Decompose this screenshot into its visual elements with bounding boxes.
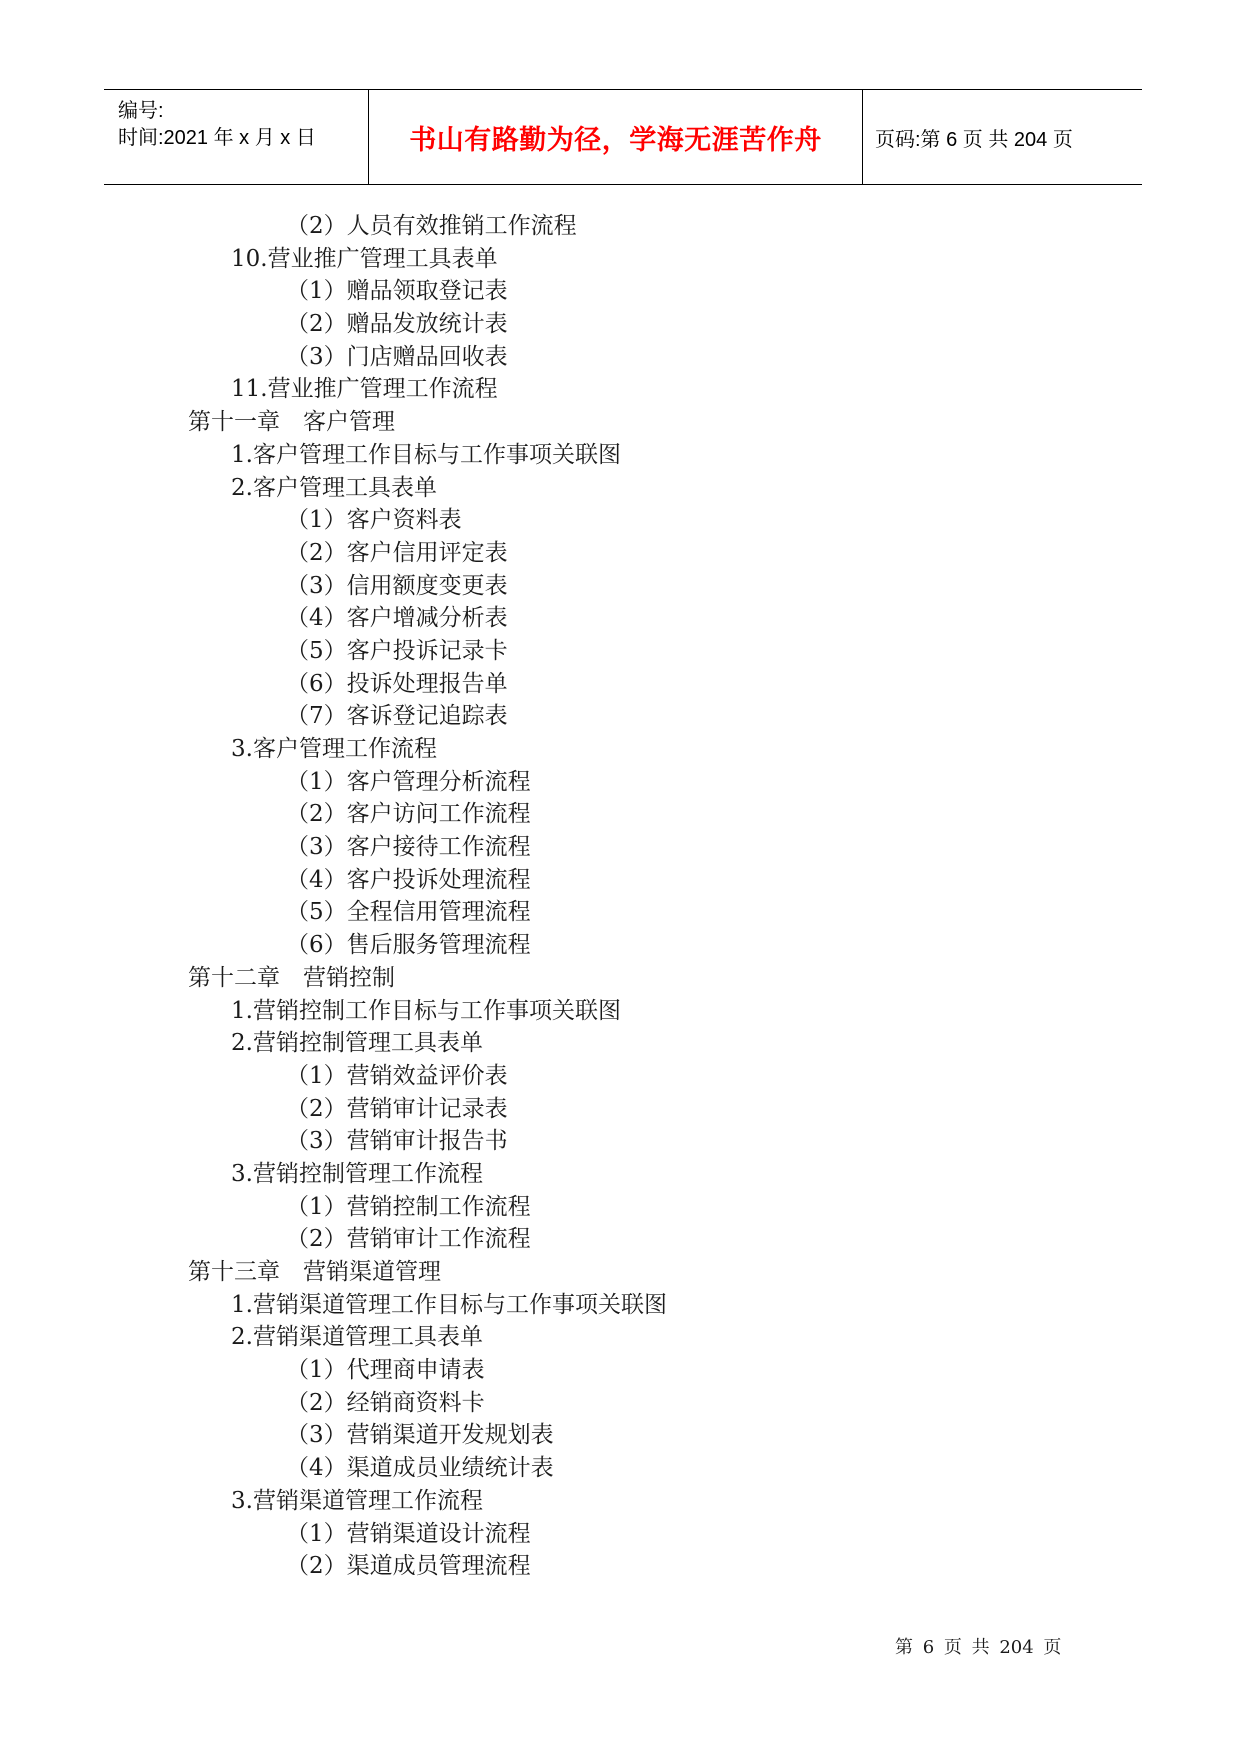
toc-item: （1）营销效益评价表 bbox=[286, 1062, 508, 1089]
toc-section: 1.客户管理工作目标与工作事项关联图 bbox=[231, 441, 621, 468]
toc-item: （1）代理商申请表 bbox=[286, 1357, 485, 1384]
toc-section: 2.营销控制管理工具表单 bbox=[231, 1030, 483, 1057]
document-time-label: 时间:2021 年 x 月 x 日 bbox=[118, 127, 316, 149]
toc-section: 2.客户管理工具表单 bbox=[231, 474, 437, 501]
toc-section: 10.营业推广管理工具表单 bbox=[231, 245, 498, 272]
toc-item: （6）投诉处理报告单 bbox=[286, 670, 508, 697]
toc-item: （7）客诉登记追踪表 bbox=[286, 703, 508, 730]
toc-chapter: 第十一章 客户管理 bbox=[188, 409, 395, 436]
toc-item: （6）售后服务管理流程 bbox=[286, 932, 531, 959]
toc-item: （2）客户信用评定表 bbox=[286, 539, 508, 566]
toc-item: （3）门店赠品回收表 bbox=[286, 343, 508, 370]
toc-chapter: 第十三章 营销渠道管理 bbox=[188, 1259, 441, 1285]
toc-item: （1）赠品领取登记表 bbox=[286, 278, 508, 305]
toc-section: 3.营销渠道管理工作流程 bbox=[231, 1487, 483, 1514]
toc-item: （3）客户接待工作流程 bbox=[286, 834, 531, 861]
toc-item: （3）信用额度变更表 bbox=[286, 572, 508, 599]
toc-item: （3）营销渠道开发规划表 bbox=[286, 1422, 554, 1449]
toc-item: （2）人员有效推销工作流程 bbox=[286, 213, 577, 239]
toc-item: （1）客户管理分析流程 bbox=[286, 768, 531, 795]
toc-section: 3.营销控制管理工作流程 bbox=[231, 1160, 483, 1187]
toc-item: （2）赠品发放统计表 bbox=[286, 311, 508, 338]
toc-item: （1）营销渠道设计流程 bbox=[286, 1520, 531, 1547]
toc-item: （5）客户投诉记录卡 bbox=[286, 637, 508, 664]
toc-item: （2）渠道成员管理流程 bbox=[286, 1553, 531, 1580]
toc-section: 11.营业推广管理工作流程 bbox=[231, 376, 498, 403]
toc-item: （2）经销商资料卡 bbox=[286, 1389, 485, 1416]
toc-item: （2）营销审计工作流程 bbox=[286, 1226, 531, 1253]
header-motto-cell bbox=[369, 90, 863, 184]
header-motto: 书山有路勤为径，学海无涯苦作舟 bbox=[409, 124, 822, 156]
toc-item: （3）营销审计报告书 bbox=[286, 1128, 508, 1155]
toc-item: （2）客户访问工作流程 bbox=[286, 801, 531, 828]
toc-section: 1.营销渠道管理工作目标与工作事项关联图 bbox=[231, 1291, 667, 1318]
toc-section: 3.客户管理工作流程 bbox=[231, 736, 437, 762]
toc-item: （4）渠道成员业绩统计表 bbox=[286, 1455, 554, 1482]
toc-item: （4）客户增减分析表 bbox=[286, 605, 508, 632]
toc-item: （1）营销控制工作流程 bbox=[286, 1193, 531, 1220]
toc-section: 1.营销控制工作目标与工作事项关联图 bbox=[231, 997, 621, 1024]
toc-item: （1）客户资料表 bbox=[286, 507, 462, 534]
page-footer: 第 6 页 共 204 页 bbox=[895, 1637, 1062, 1658]
toc-section: 2.营销渠道管理工具表单 bbox=[231, 1324, 483, 1351]
header-page-cell bbox=[863, 90, 1142, 184]
toc-item: （4）客户投诉处理流程 bbox=[286, 866, 531, 893]
header-meta-cell bbox=[104, 90, 369, 184]
table-of-contents bbox=[0, 210, 1241, 1583]
page-header bbox=[104, 89, 1142, 185]
toc-item: （2）营销审计记录表 bbox=[286, 1095, 508, 1122]
toc-item: （5）全程信用管理流程 bbox=[286, 899, 531, 926]
document-number-label: 编号: bbox=[118, 100, 164, 122]
toc-chapter: 第十二章 营销控制 bbox=[188, 964, 395, 991]
header-page-code: 页码:第 6 页 共 204 页 bbox=[875, 128, 1073, 151]
